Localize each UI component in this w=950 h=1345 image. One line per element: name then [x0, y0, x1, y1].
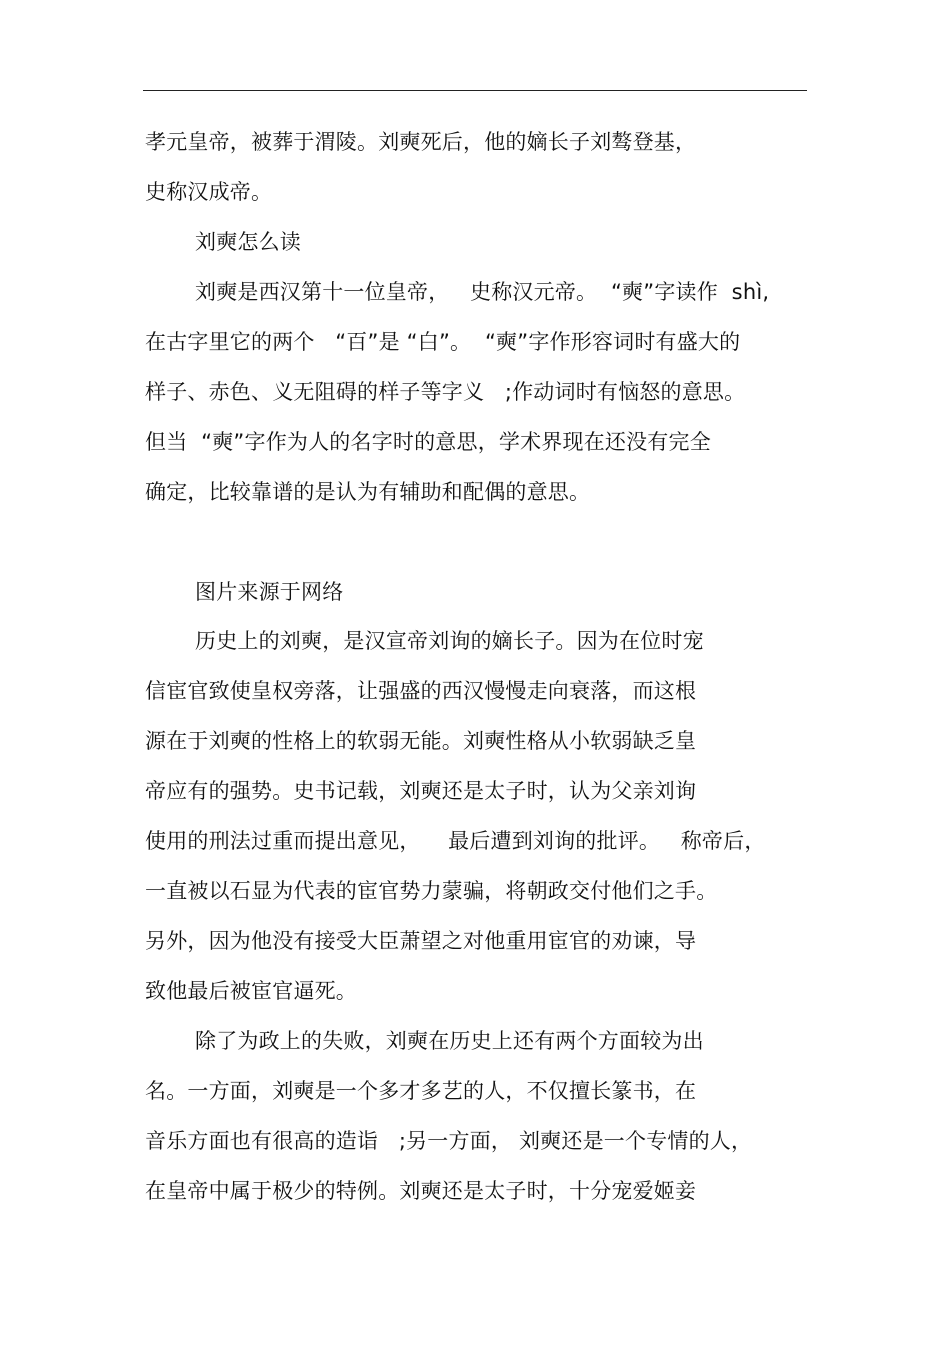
image-caption: 图片来源于网络: [195, 580, 344, 604]
text-line: 除了为政上的失败，刘奭在历史上还有两个方面较为出: [195, 1029, 704, 1053]
text-line: 源在于刘奭的性格上的软弱无能。刘奭性格从小软弱缺乏皇: [145, 729, 697, 753]
text-line: 名。一方面，刘奭是一个多才多艺的人，不仅擅长篆书，在: [145, 1079, 697, 1103]
text-line: 在古字里它的两个 “百”是 “白”。 “奭”字作形容词时有盛大的: [145, 330, 741, 354]
text-line: 确定，比较靠谱的是认为有辅助和配偶的意思。: [145, 480, 591, 504]
text-line: 帝应有的强势。史书记载，刘奭还是太子时，认为父亲刘询: [145, 779, 697, 803]
text-line: 使用的刑法过重而提出意见， 最后遭到刘询的批评。 称帝后，: [145, 829, 766, 853]
text-line: 但当 “奭”字作为人的名字时的意思，学术界现在还没有完全: [145, 430, 711, 454]
header-rule: [143, 90, 807, 91]
section-heading: 刘奭怎么读: [195, 230, 301, 254]
text-line: 刘奭是西汉第十一位皇帝， 史称汉元帝。 “奭”字读作 shì,: [195, 280, 770, 304]
text-line: 史称汉成帝。: [145, 180, 273, 204]
text-line: 在皇帝中属于极少的特例。刘奭还是太子时，十分宠爱姬妾: [145, 1179, 697, 1203]
text-line: 音乐方面也有很高的造诣 ;另一方面， 刘奭还是一个专情的人，: [145, 1129, 753, 1153]
text-line: 致他最后被宦官逼死。: [145, 979, 357, 1003]
text-line: 样子、赤色、义无阻碍的样子等字义 ;作动词时有恼怒的意思。: [145, 380, 746, 404]
text-line: 孝元皇帝，被葬于渭陵。刘奭死后，他的嫡长子刘骜登基，: [145, 130, 697, 154]
text-line: 信宦官致使皇权旁落，让强盛的西汉慢慢走向衰落，而这根: [145, 679, 697, 703]
text-line: 另外，因为他没有接受大臣萧望之对他重用宦官的劝谏，导: [145, 929, 697, 953]
text-line: 一直被以石显为代表的宦官势力蒙骗，将朝政交付他们之手。: [145, 879, 718, 903]
text-line: 历史上的刘奭，是汉宣帝刘询的嫡长子。因为在位时宠: [195, 629, 704, 653]
